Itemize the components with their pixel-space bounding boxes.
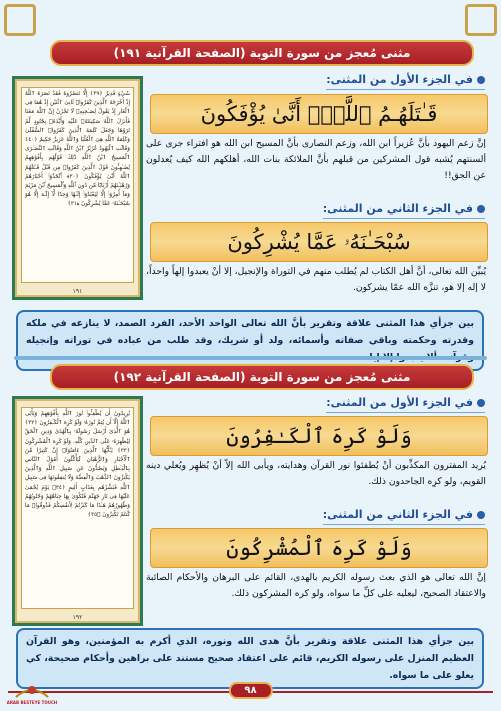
section-2-verse-1	[150, 416, 488, 456]
section-1-part-2-label	[323, 202, 485, 219]
section-2-text-2: إنَّ الله تعالى هو الذي بعث رسوله الكريم بالهدى، القائم على البرهان والأحكام الصائبة والاعتقاد الصحيح، ليعليه على كلِّ ما سواه، ولو كره المشركون ذلك.	[146, 572, 486, 599]
section-2-title: مثنى مُعجز من سورة التوبة (الصفحة القرآنية ١٩٢)	[50, 364, 474, 390]
bullet-icon	[477, 205, 485, 213]
part-label-text: في الجزء الثاني من المثنى:	[322, 202, 473, 215]
verse-text: وَلَوْ كَرِهَ ٱلْكَـٰفِرُونَ	[226, 424, 412, 448]
publisher-logo	[6, 681, 58, 705]
page-number: ٩٨	[228, 682, 272, 699]
section-2-summary: بين جزأي هذا المثنى علاقة وتقرير بأنَّ هدى الله ونوره، الذي أكرم به المؤمنين، وهو القرآن العظيم المنزل على رسوله الكريم، قائم على اعتقاد صحيح مستند على براهين وأحكام صحيحة، كي يعلو على ما سواه.	[16, 628, 484, 689]
part-label-text: في الجزء الأول من المثنى:	[326, 73, 473, 86]
section-2-text-1: يُريد المفترون المكذِّبون أنْ يُطفئوا نور القرآن وهدايته، ويأبى الله إلاّ أنْ يُظهِر ويُعلي دينه القويم، ولو كرِه الجاحدون ذلك.	[146, 460, 486, 487]
part-label-text: في الجزء الثاني من المثنى:	[322, 508, 473, 521]
section-divider	[14, 356, 487, 360]
mushaf-text: يُرِيدُونَ أَن يُطْفِـُٔوا۟ نُورَ ٱللَّهِ بِأَفْوَٰهِهِمْ وَيَأْبَى ٱللَّهُ إِلَّآ أَن يُتِمَّ نُورَهُۥ وَلَوْ كَرِهَ ٱلْكَـٰفِرُونَ ﴿٣٢﴾ هُوَ ٱلَّذِىٓ أَرْسَلَ رَسُولَهُۥ بِٱلْهُدَىٰ وَدِينِ ٱلْحَقِّ لِيُظْهِرَهُۥ عَلَى ٱلدِّينِ كُلِّهِۦ وَلَوْ كَرِهَ ٱلْمُشْرِكُونَ ﴿٣٣﴾ يَـٰٓأَيُّهَا ٱلَّذِينَ ءَامَنُوٓا۟ إِنَّ كَثِيرًا مِّنَ ٱلْأَحْبَارِ وَٱلرُّهْبَانِ لَيَأْكُلُونَ أَمْوَٰلَ ٱلنَّاسِ بِٱلْبَـٰطِلِ وَيَصُدُّونَ عَن سَبِيلِ ٱللَّهِ وَٱلَّذِينَ يَكْنِزُونَ ٱلذَّهَبَ وَٱلْفِضَّةَ وَلَا يُنفِقُونَهَا فِى سَبِيلِ ٱللَّهِ فَبَشِّرْهُم بِعَذَابٍ أَلِيمٍ ﴿٣٤﴾ يَوْمَ يُحْمَىٰ عَلَيْهَا فِى نَارِ جَهَنَّمَ فَتُكْوَىٰ بِهَا جِبَاهُهُمْ وَجُنُوبُهُمْ وَظُهُورُهُمْ هَـٰذَا مَا كَنَزْتُمْ لِأَنفُسِكُمْ فَذُوقُوا۟ مَا كُنتُمْ تَكْنِزُونَ ﴿٣٥﴾	[21, 407, 134, 609]
bullet-icon	[477, 511, 485, 519]
corner-ornament	[4, 4, 36, 36]
logo-text: ARAB BESTEYE TOUCH	[6, 700, 58, 705]
section-1-part-1-label	[326, 73, 485, 90]
logo-icon	[6, 681, 58, 701]
section-2-part-1-label	[326, 396, 485, 413]
section-1-summary: بين جزأي هذا المثنى علاقة وتقرير بأنَّ الله تعالى الواحد الأحد، الفرد الصمد، لا ينازعه في ملكه وقدرته وحكمته وباقي صفاته وأسمائه، ولد أو شريك، وقد طلب من عباده في توراته وإنجيله	[16, 310, 484, 371]
section-2-part-2-label	[323, 508, 485, 525]
verse-text: سُبْحَـٰنَهُۥ عَمَّا يُشْرِكُونَ	[227, 229, 411, 254]
bullet-icon	[477, 399, 485, 407]
section-1-verse-1	[150, 94, 488, 134]
mushaf-page-number: ١٩١	[72, 288, 83, 295]
corner-ornament	[465, 4, 497, 36]
section-1-verse-2	[150, 222, 488, 262]
section-2-mushaf-page	[12, 396, 143, 626]
part-label-text: في الجزء الأول من المثنى:	[326, 396, 473, 409]
section-2-verse-2	[150, 528, 488, 568]
section-1-title: مثنى مُعجز من سورة التوبة (الصفحة القرآنية ١٩١)	[50, 40, 474, 66]
section-1-mushaf-page	[12, 76, 143, 300]
mushaf-text: شَيْءٍ قَدِيرٌ ﴿٣٩﴾ إِلَّا تَنصُرُوهُ فَقَدْ نَصَرَهُ ٱللَّهُ إِذْ أَخْرَجَهُ ٱلَّذِينَ كَفَرُوا۟ ثَانِىَ ٱثْنَيْنِ إِذْ هُمَا فِى ٱلْغَارِ إِذْ يَقُولُ لِصَـٰحِبِهِۦ لَا تَحْزَنْ إِنَّ ٱللَّهَ مَعَنَا فَأَنزَلَ ٱللَّهُ سَكِينَتَهُۥ عَلَيْهِ وَأَيَّدَهُۥ بِجُنُودٍ لَّمْ تَرَوْهَا وَجَعَلَ كَلِمَةَ ٱلَّذِينَ كَفَرُوا۟ ٱلسُّفْلَىٰ وَكَلِمَةُ ٱللَّهِ هِىَ ٱلْعُلْيَا وَٱللَّهُ عَزِيزٌ حَكِيمٌ ﴿٤٠﴾ وَقَالَتِ ٱلْيَهُودُ عُزَيْرٌ ٱبْنُ ٱللَّهِ وَقَالَتِ ٱلنَّصَـٰرَى ٱلْمَسِيحُ ٱبْنُ ٱللَّهِ ذَٰلِكَ قَوْلُهُم بِأَفْوَٰهِهِمْ يُضَـٰهِـُٔونَ قَوْلَ ٱلَّذِينَ كَفَرُوا۟ مِن قَبْلُ قَـٰتَلَهُمُ ٱللَّهُ أَنَّىٰ يُؤْفَكُونَ ﴿٣٠﴾ ٱتَّخَذُوٓا۟ أَحْبَارَهُمْ وَرُهْبَـٰنَهُمْ أَرْبَابًا مِّن دُونِ ٱللَّهِ وَٱلْمَسِيحَ ٱبْنَ مَرْيَمَ وَمَآ أُمِرُوٓا۟ إِلَّا لِيَعْبُدُوٓا۟ إِلَـٰهًا وَٰحِدًا لَّآ إِلَـٰهَ إِلَّا هُوَ سُبْحَـٰنَهُۥ عَمَّا يُشْرِكُونَ ﴿٣١﴾	[21, 87, 134, 283]
mushaf-page-number: ١٩٢	[72, 614, 83, 621]
bullet-icon	[477, 76, 485, 84]
section-1-text-2: يُبيِّن الله تعالى، أنَّ أهل الكتاب لم يُطلب منهم في التوراة والإنجيل، إلا أنْ يعبدوا إلهاً واحداً، لا إله إلا هو، تنزَّه الله عمّا يشركون.	[146, 266, 486, 293]
verse-text: وَلَوْ كَرِهَ ٱلْمُشْرِكُونَ	[226, 536, 412, 560]
verse-text: قَـٰتَلَهُـمُ ٱللَّهُۚ أَنَّىٰ يُؤْفَكُونَ	[200, 102, 438, 126]
section-1-text-1: إنَّ زعم اليهود بأنَّ عُزيراً ابن الله، وزعم النصارى بأنَّ المسيح ابن الله هو افتراء جرى على ألسنتهم يُشبه قول المشركين من قبلهم بأنَّ الملائكة بنات الله، أهلكهم الله كيف يُعدلون عن الحق!!	[146, 138, 486, 181]
